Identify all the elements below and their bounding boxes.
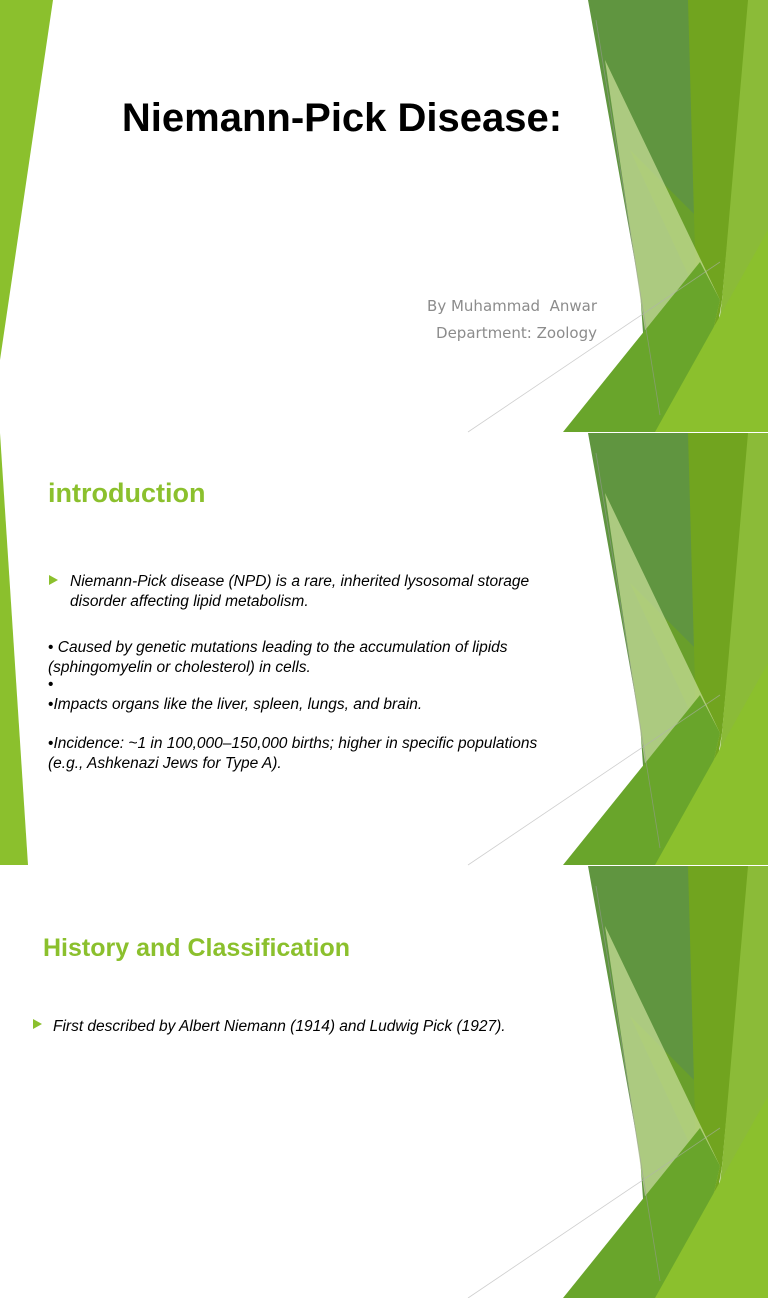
arrow-bullet-icon [49,575,58,585]
list-item-text: Impacts organs like the liver, spleen, lungs, and brain. [53,696,423,713]
dot-bullet-icon: • [48,735,54,752]
list-item [48,675,68,695]
slide-introduction [0,433,768,865]
dot-bullet-icon: • [48,696,54,713]
list-item [48,734,568,773]
dot-bullet-icon: • [48,676,54,693]
section-heading: introduction [48,478,206,508]
list-item [48,638,568,677]
author-line: By Muhammad Anwar [427,297,597,315]
presentation-title: Niemann-Pick Disease: [121,96,563,140]
slide-history [0,866,768,1298]
slide-background-decoration [0,866,768,1298]
list-item: First described by Albert Niemann (1914) and Ludwig Pick (1927). [53,1018,506,1035]
arrow-bullet-icon [33,1019,42,1029]
slide-background-decoration [0,0,768,432]
department-line: Department: Zoology [436,324,597,342]
dot-bullet-icon: • [48,639,54,656]
list-item-text: Incidence: ~1 in 100,000–150,000 births; higher in specific populations (e.g., Ashkenazi Jews for Type A). [48,735,538,772]
slide-title [0,0,768,432]
list-item [48,695,568,715]
list-item: Niemann-Pick disease (NPD) is a rare, inherited lysosomal storage disorder affecting lipid metabolism. [70,573,530,610]
list-item-text: Caused by genetic mutations leading to the accumulation of lipids (sphingomyelin or cholesterol) in cells. [48,639,508,676]
section-heading: History and Classification [43,934,351,962]
